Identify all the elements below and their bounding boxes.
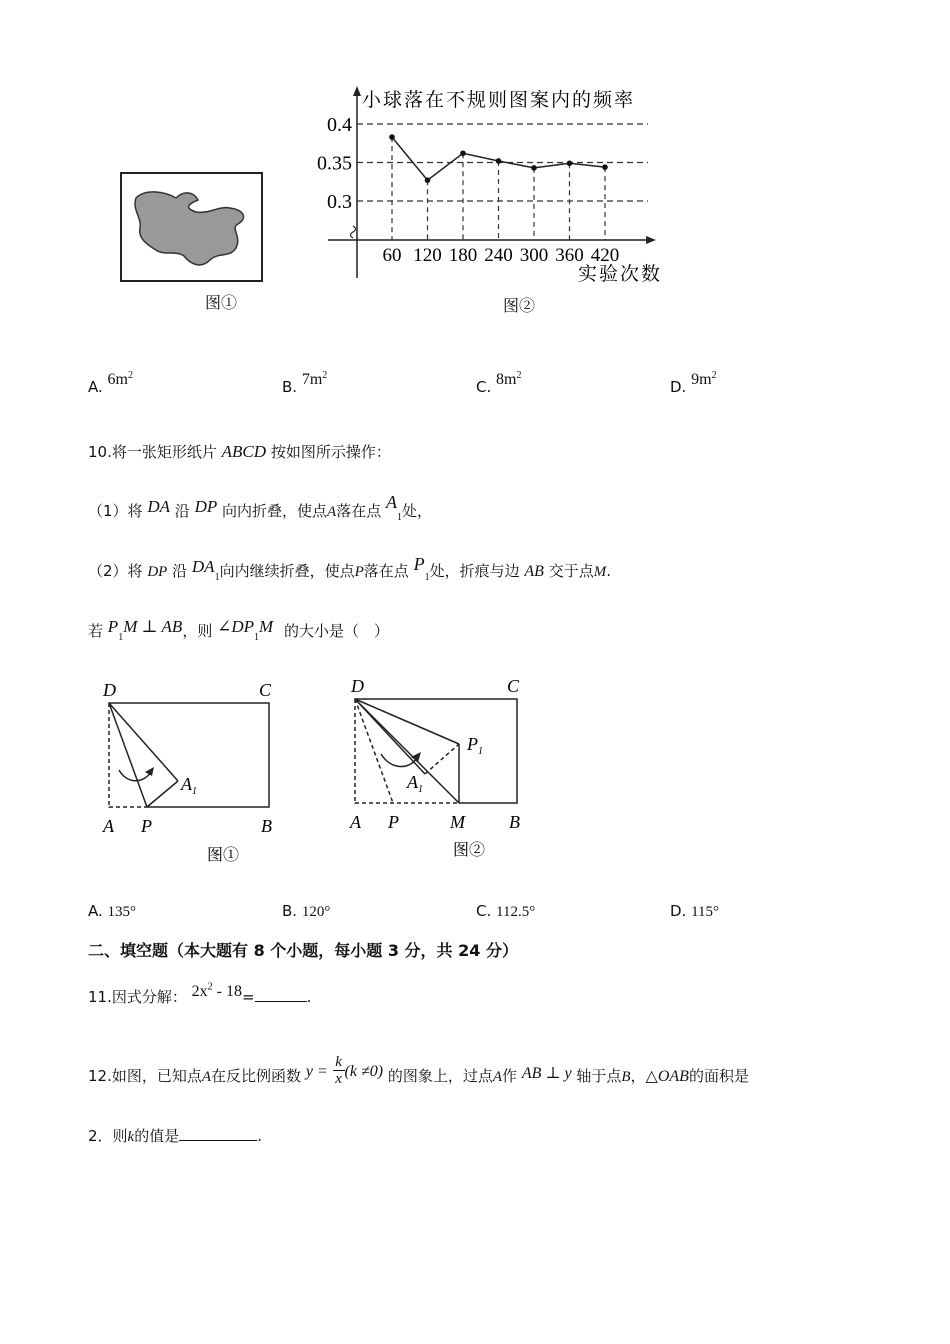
fig1-label-a1: $A_1$ (181, 774, 197, 797)
fig2-dp1 (355, 699, 459, 744)
x-tick-label: 420 (590, 245, 620, 266)
axis-break-mark (351, 226, 356, 238)
q10-figure-1 (95, 672, 295, 872)
fig1-label-c: C (259, 680, 272, 700)
data-point (567, 160, 573, 166)
step2-m: M (593, 564, 607, 580)
q12-line-1 (88, 1054, 749, 1093)
option-exp: 2 (322, 370, 328, 381)
step2-da1: DA (191, 557, 215, 576)
q10-option-a[interactable] (88, 902, 136, 921)
q10-step2 (88, 554, 611, 583)
step1-dp: DP (194, 497, 218, 516)
cond-p1-sub: 1 (118, 632, 124, 643)
fig2-caption: 图② (453, 842, 486, 859)
option-value: 112.5° (496, 904, 536, 920)
option-value: 6m (107, 371, 128, 388)
fig2-label-a: A (350, 812, 361, 832)
irregular-shape (135, 192, 244, 265)
q12-b: B (621, 1069, 631, 1085)
fig2-rectangle (355, 699, 517, 803)
x-tick-label: 120 (413, 245, 442, 266)
option-exp: 2 (711, 370, 717, 381)
q12-line2-b: 的值是 (134, 1127, 180, 1145)
step1-end: 处， (402, 502, 433, 520)
step1-a1: A (386, 492, 398, 512)
q9-option-a[interactable] (88, 370, 133, 396)
q11: 11.因式分解： $2x^2 - 18=$ . (88, 981, 312, 1006)
option-value: 9m (691, 371, 712, 388)
option-letter: B. (282, 902, 298, 920)
step2-prefix: （2）将 (88, 562, 143, 580)
q9-figure-1 (118, 170, 268, 285)
fig1-crease-dp (109, 703, 147, 807)
q12-func-y: y = (305, 1063, 328, 1080)
step2-p1: P (413, 554, 425, 574)
q12-text-g: 的面积是 (688, 1067, 749, 1085)
q10-stem-text-a: 将一张矩形纸片 (111, 443, 217, 461)
y-axis-arrow (353, 86, 361, 96)
fig2-dashed-a1p1 (425, 744, 459, 774)
q10-option-c[interactable] (476, 902, 535, 921)
q12-line2-a: 2．则 (88, 1127, 128, 1145)
step2-land: 落在点 (363, 562, 409, 580)
y-tick-label: 0.35 (317, 152, 352, 175)
q10-figure-2 (345, 672, 545, 872)
fig1-label-d: D (103, 680, 116, 700)
chart-series (389, 134, 608, 183)
q12-func-den: x (335, 1071, 342, 1087)
step2-along: 沿 (172, 562, 188, 580)
q12-ab: AB ⊥ y (521, 1065, 572, 1082)
chart-ylabel: 小球落在不规则图案内的频率 (362, 90, 636, 111)
q12-text-e: 轴于点 (576, 1067, 622, 1085)
q11-eq: = (241, 988, 255, 1006)
q9-option-b[interactable] (282, 370, 328, 396)
q12-end: . (257, 1127, 263, 1145)
option-letter: B. (282, 378, 298, 396)
chart-grid (357, 124, 648, 240)
q11-number: 11. (88, 988, 112, 1006)
step1-land: 落在点 (336, 502, 382, 520)
q12-line-2 (88, 1124, 262, 1146)
step2-end: . (606, 562, 611, 580)
q12-text-b: 在反比例函数 (211, 1067, 302, 1085)
step1-da: DA (147, 497, 170, 516)
q12-text-f: ， (630, 1067, 646, 1085)
step2-p: P (354, 564, 364, 580)
step1-a: A (327, 504, 337, 520)
q11-expr-b: - 18 (212, 983, 242, 1000)
step2-ab: AB (524, 563, 544, 580)
cond-suffix: 的大小是（ ） (283, 622, 389, 640)
q9-fig2-caption: 图② (503, 298, 536, 315)
q11-text: 因式分解： (111, 988, 187, 1006)
q11-expr-exp: 2 (207, 981, 213, 993)
q12-a2: A (492, 1069, 503, 1085)
q11-answer-blank[interactable] (255, 985, 307, 1002)
step2-p1-sub: 1 (424, 572, 430, 583)
q9-option-c[interactable] (476, 370, 522, 396)
fig2-label-b: B (509, 812, 520, 832)
fig1-da1 (109, 703, 178, 781)
option-value: 115° (691, 904, 720, 920)
step1-along: 沿 (174, 502, 190, 520)
step1-mid: 向内折叠，使点 (222, 502, 328, 520)
fig2-label-p: P (388, 812, 399, 832)
step2-mid2: 处，折痕与边 (429, 562, 520, 580)
x-tick-label: 60 (382, 245, 402, 266)
q12-func-num: k (335, 1054, 342, 1070)
q10-step1 (88, 492, 433, 523)
q10-abcd: ABCD (221, 442, 267, 461)
fig1-caption: 图① (207, 847, 240, 864)
q12-text-d: 作 (502, 1067, 518, 1085)
option-letter: A. (88, 378, 103, 396)
q12-triangle: △OAB (645, 1068, 689, 1085)
option-exp: 2 (128, 370, 133, 381)
cond-angle: ∠DP (217, 617, 255, 636)
data-point (460, 150, 466, 156)
option-letter: D. (670, 378, 687, 396)
option-letter: D. (670, 902, 687, 920)
chart-xlabel: 实验次数 (578, 264, 663, 285)
q11-expr-a: 2x (191, 983, 208, 1000)
q12-text-a: 如图，已知点 (111, 1067, 202, 1085)
data-point (425, 177, 431, 183)
cond-angle-sub: 1 (254, 632, 260, 643)
section-2-title: 二、填空题（本大题有 8 个小题，每小题 3 分，共 24 分） (88, 941, 518, 960)
step2-dp: DP (147, 564, 168, 580)
fig2-label-c: C (507, 676, 520, 696)
q12-text-c: 的图象上，过点 (387, 1067, 493, 1085)
q12-fraction (333, 1054, 345, 1087)
option-value: 8m (496, 371, 517, 388)
y-tick-label: 0.3 (327, 191, 352, 213)
fig2-dashed-dp (355, 699, 393, 803)
chart-x-ticks (383, 245, 620, 266)
fig1-pa1 (147, 781, 178, 807)
option-letter: C. (476, 902, 492, 920)
q10-stem (88, 441, 391, 462)
q9-chart (300, 80, 680, 295)
step2-mid: 向内继续折叠，使点 (219, 562, 355, 580)
option-letter: A. (88, 902, 103, 920)
option-value: 120° (301, 904, 331, 920)
fig2-label-m: M (450, 812, 465, 832)
step2-cross: 交于点 (548, 562, 594, 580)
q12-a: A (201, 1069, 212, 1085)
chart-y-ticks (317, 114, 352, 213)
fig2-label-p1: $P_1$ (467, 734, 483, 757)
option-value: 135° (107, 904, 137, 920)
q10-condition (88, 617, 389, 643)
q12-answer-blank[interactable] (179, 1124, 257, 1141)
x-tick-label: 300 (519, 245, 549, 266)
data-point (531, 165, 537, 171)
q9-option-d[interactable] (670, 370, 717, 396)
x-tick-label: 240 (484, 245, 513, 266)
data-point (496, 158, 502, 164)
fig1-label-p: P (141, 816, 152, 836)
option-letter: C. (476, 378, 492, 396)
q12-func-cond: (k ≠0) (344, 1063, 384, 1080)
q10-option-d[interactable] (670, 902, 719, 921)
fig2-label-d: D (351, 676, 364, 696)
data-point (602, 164, 608, 170)
option-value: 7m (301, 371, 323, 388)
q12-k: k (127, 1129, 135, 1145)
cond-angle-m: M (259, 617, 274, 636)
q12-number: 12. (88, 1067, 112, 1085)
cond-p1: P (107, 617, 119, 636)
fig1-label-a: A (103, 816, 114, 836)
step2-da1-sub: 1 (214, 572, 220, 583)
step1-prefix: （1）将 (88, 502, 143, 520)
x-tick-label: 180 (448, 245, 478, 266)
option-exp: 2 (516, 370, 522, 381)
fig1-label-b: B (261, 816, 272, 836)
q9-fig1-caption: 图① (205, 295, 238, 312)
cond-comma: ，则 (182, 622, 213, 640)
cond-perp: M ⊥ AB (123, 617, 183, 636)
q10-number: 10. (88, 443, 112, 461)
step1-a1-sub: 1 (397, 512, 403, 523)
data-point (389, 134, 395, 140)
q10-stem-text-b: 按如图所示操作： (270, 443, 391, 461)
q10-option-b[interactable] (282, 902, 330, 921)
y-tick-label: 0.4 (327, 114, 352, 136)
cond-prefix: 若 (88, 622, 104, 640)
x-axis-arrow (646, 236, 656, 244)
x-tick-label: 360 (555, 245, 584, 266)
q11-expression (192, 983, 242, 1000)
fig2-label-a1: $A_1$ (407, 772, 423, 795)
